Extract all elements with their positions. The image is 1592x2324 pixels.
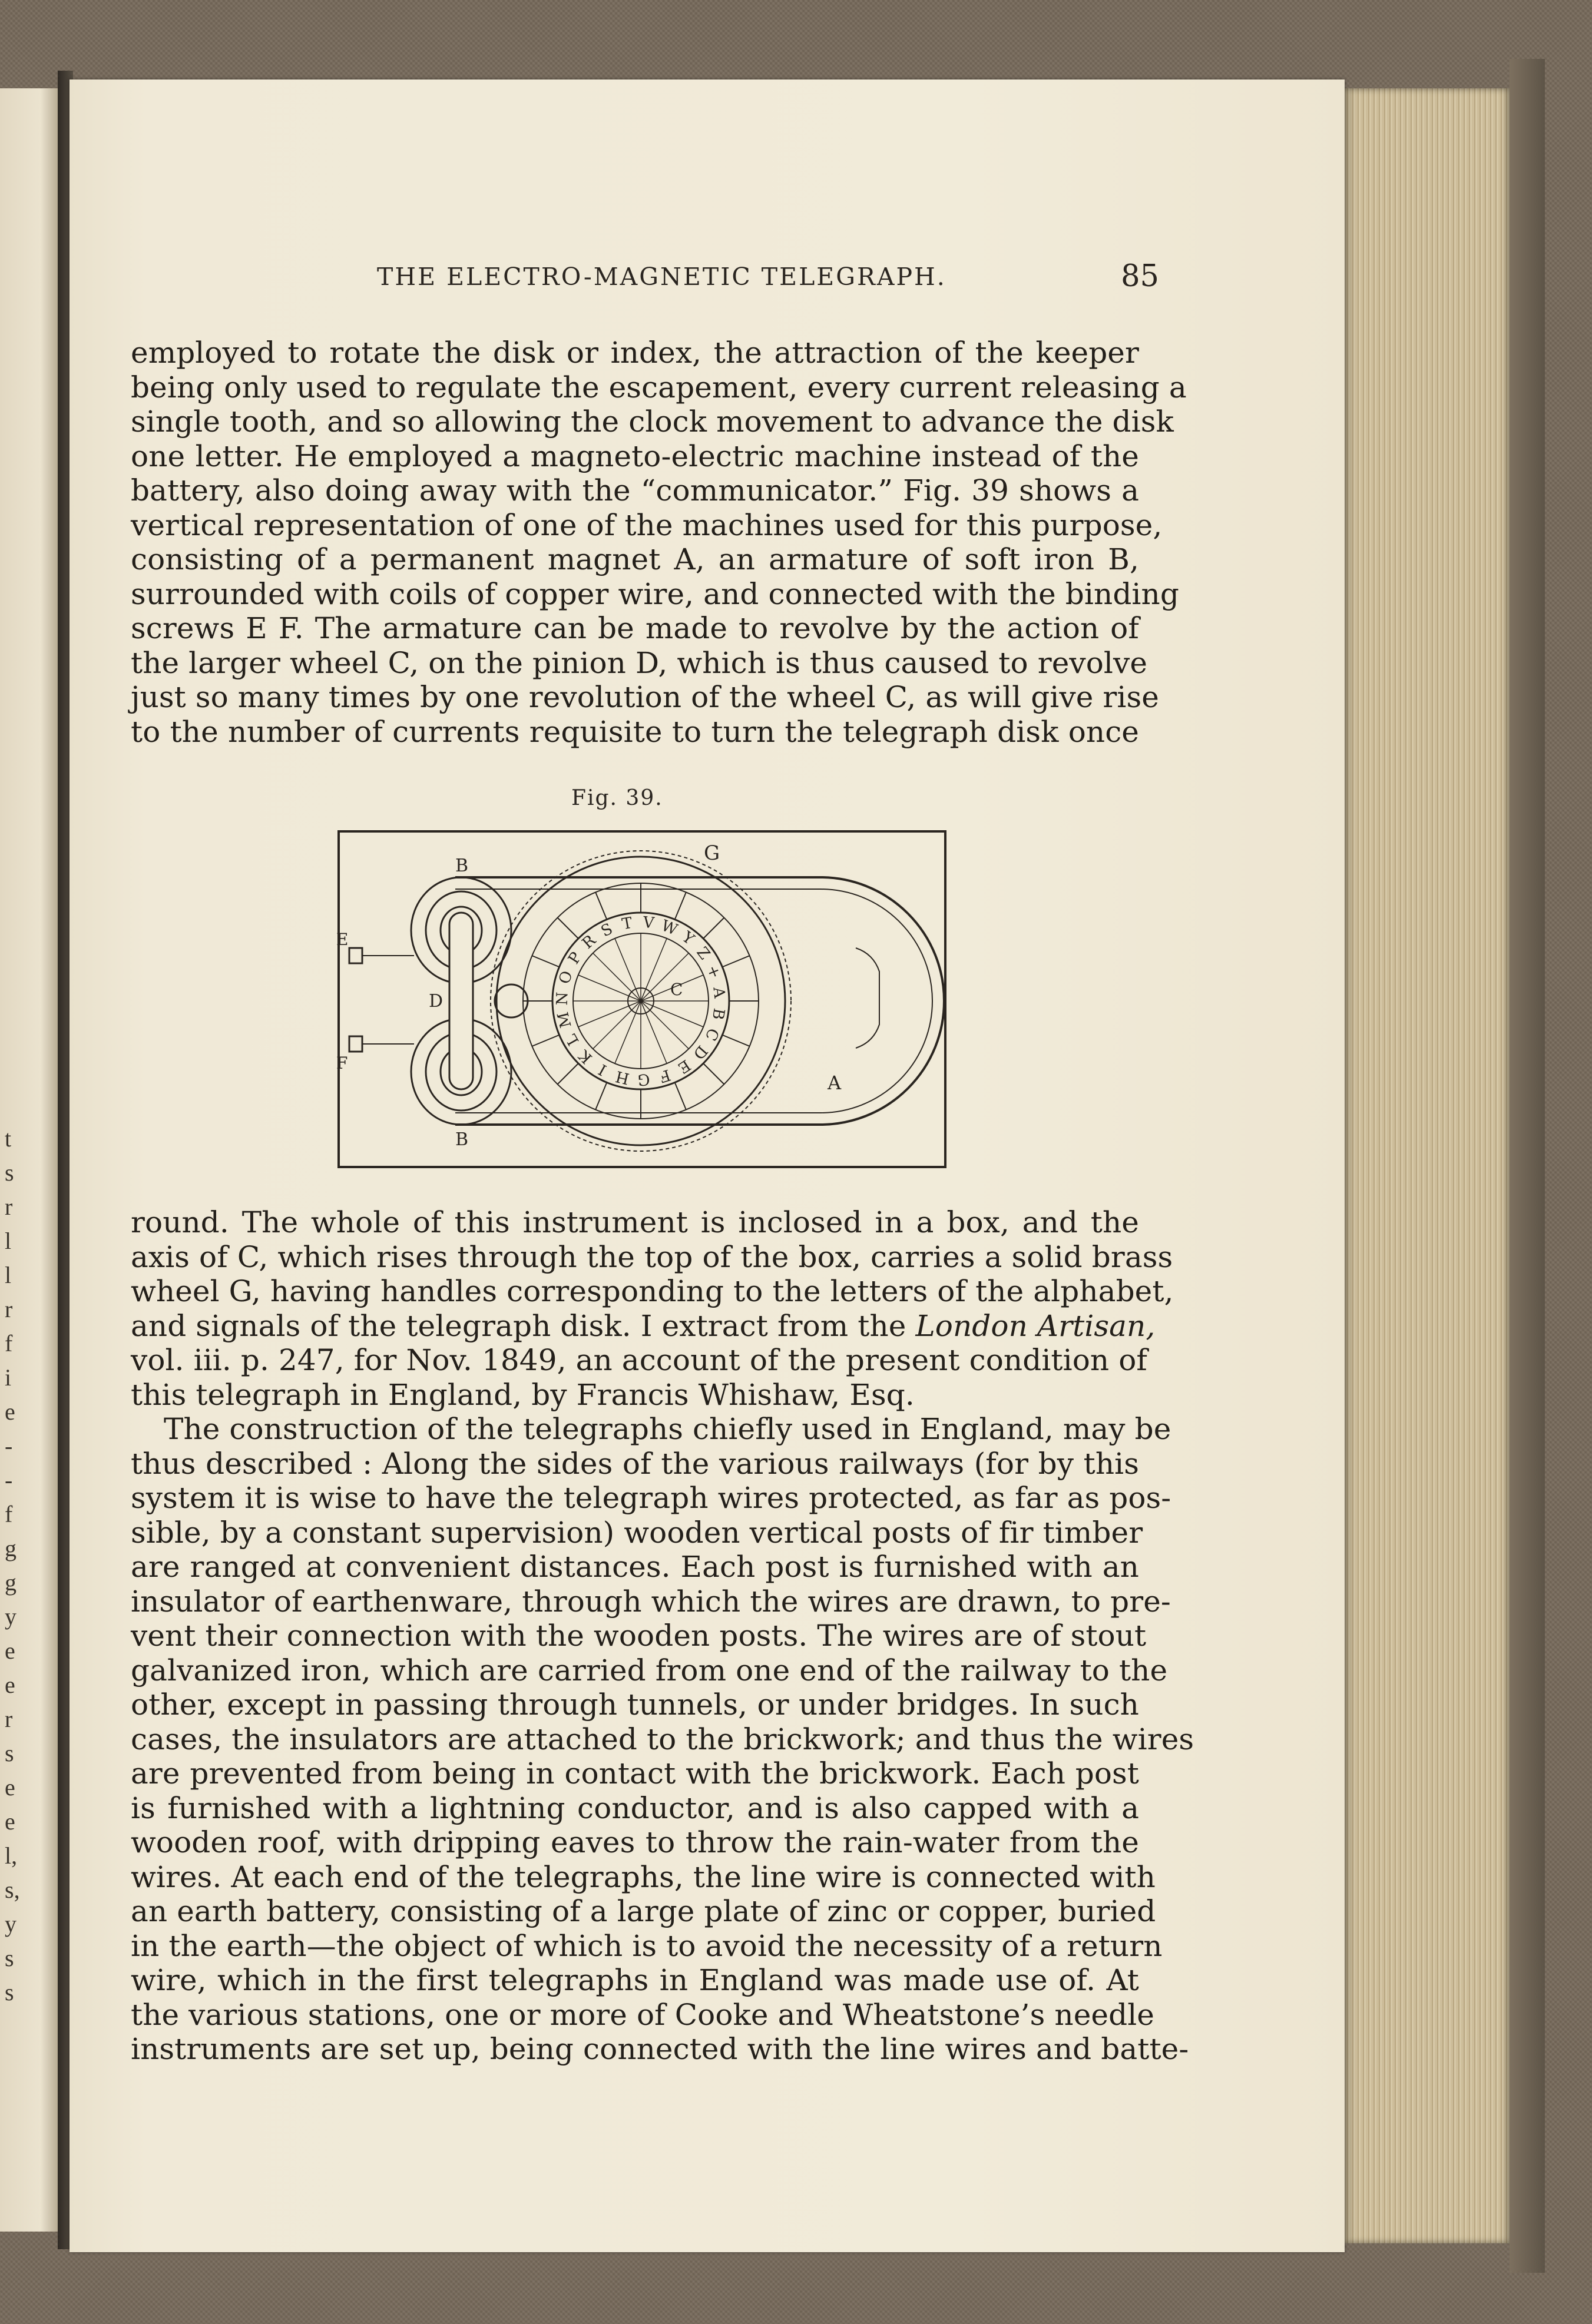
dial-letter: C	[701, 1025, 723, 1044]
text-line: single tooth, and so allowing the clock movement to advance the disk	[131, 405, 1174, 439]
left-page-fragment: e	[5, 1637, 15, 1664]
text-line: vent their connection with the wooden posts. The wires are of stout	[131, 1619, 1147, 1653]
dial-letter: D	[689, 1042, 711, 1063]
text-line: are ranged at convenient distances. Each post is furnished with an	[131, 1550, 1139, 1584]
italic-title: London Artisan,	[915, 1308, 1156, 1343]
label-e: E	[336, 930, 349, 949]
text-line: one letter. He employed a magneto-electric machine instead of the	[131, 439, 1139, 473]
dial-letter: W	[658, 917, 680, 939]
text-line: the larger wheel C, on the pinion D, which is thus caused to revolve	[131, 645, 1148, 680]
dial-letter: O	[555, 969, 577, 986]
text-line: wheel G, having handles corresponding to the letters of the alphabet,	[131, 1274, 1174, 1308]
left-page-fragment: y	[5, 1603, 16, 1630]
text-line: sible, by a constant supervision) wooden vertical posts of fir timber	[131, 1515, 1143, 1550]
armature-b	[449, 913, 473, 1089]
text-line: round. The whole of this instrument is inclosed in a box, and the	[131, 1205, 1139, 1239]
left-page-fragment: e	[5, 1398, 15, 1425]
text-line: employed to rotate the disk or index, the attraction of the keeper	[131, 336, 1139, 370]
paragraph-2	[131, 1205, 1194, 2067]
left-page-fragment: s	[5, 1159, 14, 1186]
text-line: are prevented from being in contact with the brickwork. Each post	[131, 1756, 1139, 1791]
left-page-fragment: s,	[5, 1877, 20, 1903]
left-page-fragment: s	[5, 1979, 14, 2005]
text-line: vol. iii. p. 247, for Nov. 1849, an account of the present condition of	[131, 1343, 1148, 1377]
left-page-fragment: t	[5, 1125, 12, 1152]
figure-39-illustration	[337, 830, 946, 1178]
figure-caption: Fig. 39.	[571, 786, 663, 810]
binding-screw-f	[349, 1036, 362, 1052]
left-page-fragment: e	[5, 1774, 15, 1801]
cover-board-edge	[1510, 59, 1545, 2273]
text-line: insulator of earthenware, through which the wires are drawn, to pre-	[131, 1584, 1171, 1619]
dial-letter: I	[595, 1060, 610, 1079]
text-line: is furnished with a lightning conductor, and is also capped with a	[131, 1791, 1139, 1825]
label-c: C	[670, 980, 683, 999]
text-segment: and signals of the telegraph disk. I extract from the	[131, 1308, 916, 1343]
dial-letter: G	[637, 1070, 650, 1089]
left-page-fragment: s	[5, 1740, 14, 1766]
text-line: being only used to regulate the escapement, every current releasing a	[131, 370, 1187, 405]
left-page-fragment: r	[5, 1194, 13, 1220]
page-edges	[1345, 88, 1510, 2243]
text-line: screws E F. The armature can be made to revolve by the action of	[131, 611, 1139, 645]
dial-letter: B	[708, 1007, 728, 1021]
left-page-fragment: e	[5, 1672, 15, 1698]
left-page-fragment: g	[5, 1535, 16, 1562]
text-line: vertical representation of one of the machines used for this purpose,	[131, 508, 1163, 542]
text-line: system it is wise to have the telegraph wires protected, as far as pos-	[131, 1481, 1171, 1515]
text-line	[131, 1308, 1156, 1344]
dial-letter: +	[703, 963, 724, 982]
label-d: D	[429, 991, 443, 1012]
text-line: in the earth—the object of which is to avoid the necessity of a return	[131, 1928, 1163, 1963]
left-page-fragment: l,	[5, 1842, 18, 1869]
left-page-fragment: g	[5, 1569, 16, 1596]
text-line: thus described : Along the sides of the various railways (for by this	[131, 1446, 1139, 1481]
dial-letter: L	[562, 1030, 583, 1049]
paragraph-1	[131, 336, 1187, 749]
dial-letter: V	[642, 913, 655, 933]
page-number: 85	[1121, 259, 1159, 294]
left-page-fragment: f	[5, 1330, 13, 1357]
dial-letter: K	[575, 1046, 596, 1067]
dial-letter: Y	[678, 928, 697, 949]
dial-letter: P	[565, 949, 585, 967]
left-page-fragment: y	[5, 1911, 16, 1937]
text-line: consisting of a permanent magnet A, an armature of soft iron B,	[131, 542, 1139, 576]
left-page-fragment: f	[5, 1501, 13, 1527]
label-g: G	[704, 841, 720, 865]
left-page-fragment: i	[5, 1364, 12, 1391]
text-line: wire, which in the first telegraphs in England was made use of. At	[131, 1963, 1139, 1997]
text-line: The construction of the telegraphs chiefly used in England, may be	[164, 1412, 1171, 1446]
dial-letter: E	[674, 1056, 694, 1077]
text-line: an earth battery, consisting of a large plate of zinc or copper, buried	[131, 1894, 1156, 1928]
dial-letter: T	[620, 914, 634, 934]
dial-letter: H	[614, 1067, 631, 1088]
dial-letter: M	[554, 1010, 575, 1030]
left-page-fragment: s	[5, 1945, 14, 1971]
dial-letter: A	[709, 986, 729, 999]
left-page-sliver	[0, 88, 59, 2232]
dial-letter: N	[553, 992, 572, 1006]
left-page-fragment: r	[5, 1296, 13, 1322]
text-line: instruments are set up, being connected with the line wires and batte-	[131, 2032, 1189, 2066]
text-line: just so many times by one revolution of the wheel C, as will give rise	[131, 680, 1159, 714]
text-line: surrounded with coils of copper wire, and connected with the binding	[131, 576, 1179, 611]
dial-letter: F	[657, 1065, 673, 1086]
text-line: this telegraph in England, by Francis Whishaw, Esq.	[131, 1377, 915, 1412]
text-line: to the number of currents requisite to turn the telegraph disk once	[131, 714, 1139, 749]
left-page-fragment: l	[5, 1228, 12, 1254]
text-line: wires. At each end of the telegraphs, the line wire is connected with	[131, 1859, 1156, 1894]
left-page-fragment: -	[5, 1433, 13, 1459]
dial-letter: S	[598, 920, 615, 941]
left-page-fragment: e	[5, 1808, 15, 1835]
left-page-fragment: r	[5, 1706, 13, 1732]
text-line: galvanized iron, which are carried from one end of the railway to the	[131, 1653, 1168, 1688]
dial-spokes	[573, 933, 709, 1069]
dial-letter: R	[578, 931, 600, 953]
label-b-top: B	[455, 856, 469, 876]
text-line: axis of C, which rises through the top of the box, carries a solid brass	[131, 1239, 1173, 1274]
text-line: wooden roof, with dripping eaves to throw the rain-water from the	[131, 1825, 1139, 1859]
text-line: other, except in passing through tunnels, or under bridges. In such	[131, 1688, 1139, 1722]
binding-screw-e	[349, 948, 362, 963]
text-line: cases, the insulators are attached to the brickwork; and thus the wires	[131, 1722, 1194, 1756]
left-page-fragment: -	[5, 1467, 13, 1493]
label-f: F	[336, 1053, 348, 1073]
text-line: battery, also doing away with the “communicator.” Fig. 39 shows a	[131, 473, 1139, 508]
text-line: the various stations, one or more of Cooke and Wheatstone’s needle	[131, 1997, 1154, 2032]
dial-letter: Z	[693, 943, 714, 963]
left-page-fragment: l	[5, 1262, 12, 1288]
label-b-bottom: B	[455, 1129, 469, 1150]
label-a: A	[828, 1072, 842, 1094]
running-head: THE ELECTRO-MAGNETIC TELEGRAPH.	[377, 263, 946, 291]
